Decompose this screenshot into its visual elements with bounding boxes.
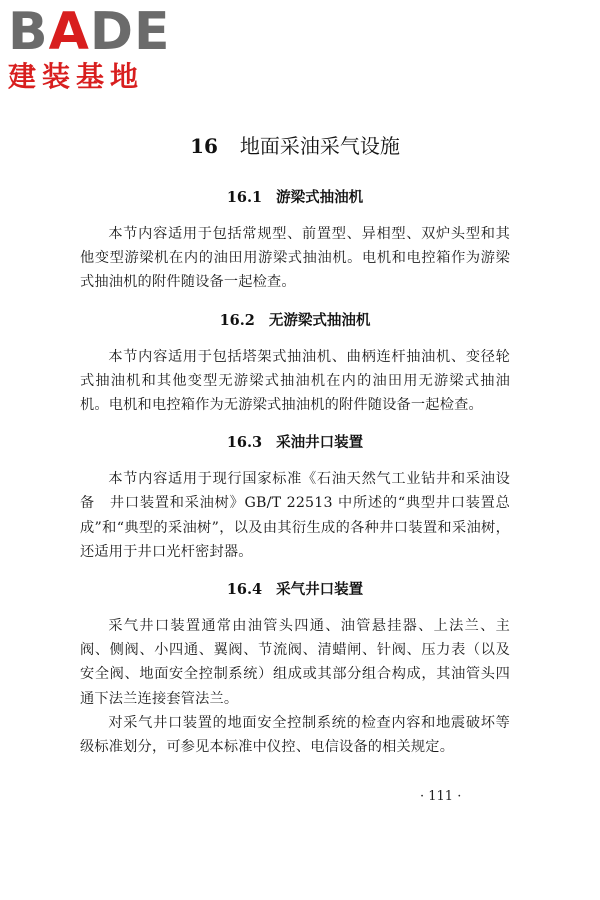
section-title-text: 游梁式抽油机 [276, 189, 364, 206]
section-title-text: 采油井口装置 [276, 434, 364, 452]
logo-wordmark: BADE [8, 2, 171, 62]
section-heading [80, 309, 510, 333]
section-heading [80, 431, 510, 455]
section-number: 16.2 [219, 311, 255, 329]
document-page [80, 130, 510, 759]
section-paragraph: 本节内容适用于现行国家标准《石油天然气工业钻井和采油设备 井口装置和采油树》GB/T 22513 中所述的“典型井口装置总成”和“典型的采油树”，以及由其衍生成的各种井口装置和采油树，还适用于井口光杆密封器。 [80, 471, 510, 560]
chapter-title [80, 130, 510, 162]
section-title-text: 采气井口装置 [276, 581, 364, 599]
bade-logo [8, 4, 176, 100]
section-title-text: 无游梁式抽油机 [268, 311, 371, 329]
section-16-3 [80, 431, 510, 564]
chapter-title-text: 地面采油采气设施 [239, 134, 400, 158]
section-16-2 [80, 309, 510, 418]
section-paragraph: 本节内容适用于包括常规型、前置型、异相型、双炉头型和其他变型游梁机在内的油田用游梁式抽油机。电机和电控箱作为游梁式抽油机的附件随设备一起检查。 [80, 226, 510, 291]
section-number: 16.4 [226, 581, 263, 599]
section-paragraph: 对采气井口装置的地面安全控制系统的检查内容和地震破坏等级标准划分，可参见本标准中仪控、电信设备的相关规定。 [80, 714, 510, 756]
chapter-number: 16 [190, 134, 218, 158]
section-heading [80, 186, 510, 210]
logo-subtitle: 建装基地 [8, 60, 145, 93]
section-number: 16.3 [226, 434, 263, 452]
section-paragraph: 采气井口装置通常由油管头四通、油管悬挂器、上法兰、主阀、侧阀、小四通、翼阀、节流阀、清蜡闸、针阀、压力表（以及安全阀、地面安全控制系统）组成或其部分组合构成，其油管头四通下法兰连接套管法兰。 [80, 618, 510, 707]
section-heading [80, 578, 510, 602]
section-16-1 [80, 186, 510, 295]
page-number: · 111 · [420, 789, 462, 804]
section-number: 16.1 [226, 189, 263, 206]
section-16-4 [80, 578, 510, 759]
logo-accent-letter: A [48, 2, 90, 62]
section-paragraph: 本节内容适用于包括塔架式抽油机、曲柄连杆抽油机、变径轮式抽油机和其他变型无游梁式抽油机在内的油田用无游梁式抽油机。电机和电控箱作为无游梁式抽油机的附件随设备一起检查。 [80, 348, 510, 414]
